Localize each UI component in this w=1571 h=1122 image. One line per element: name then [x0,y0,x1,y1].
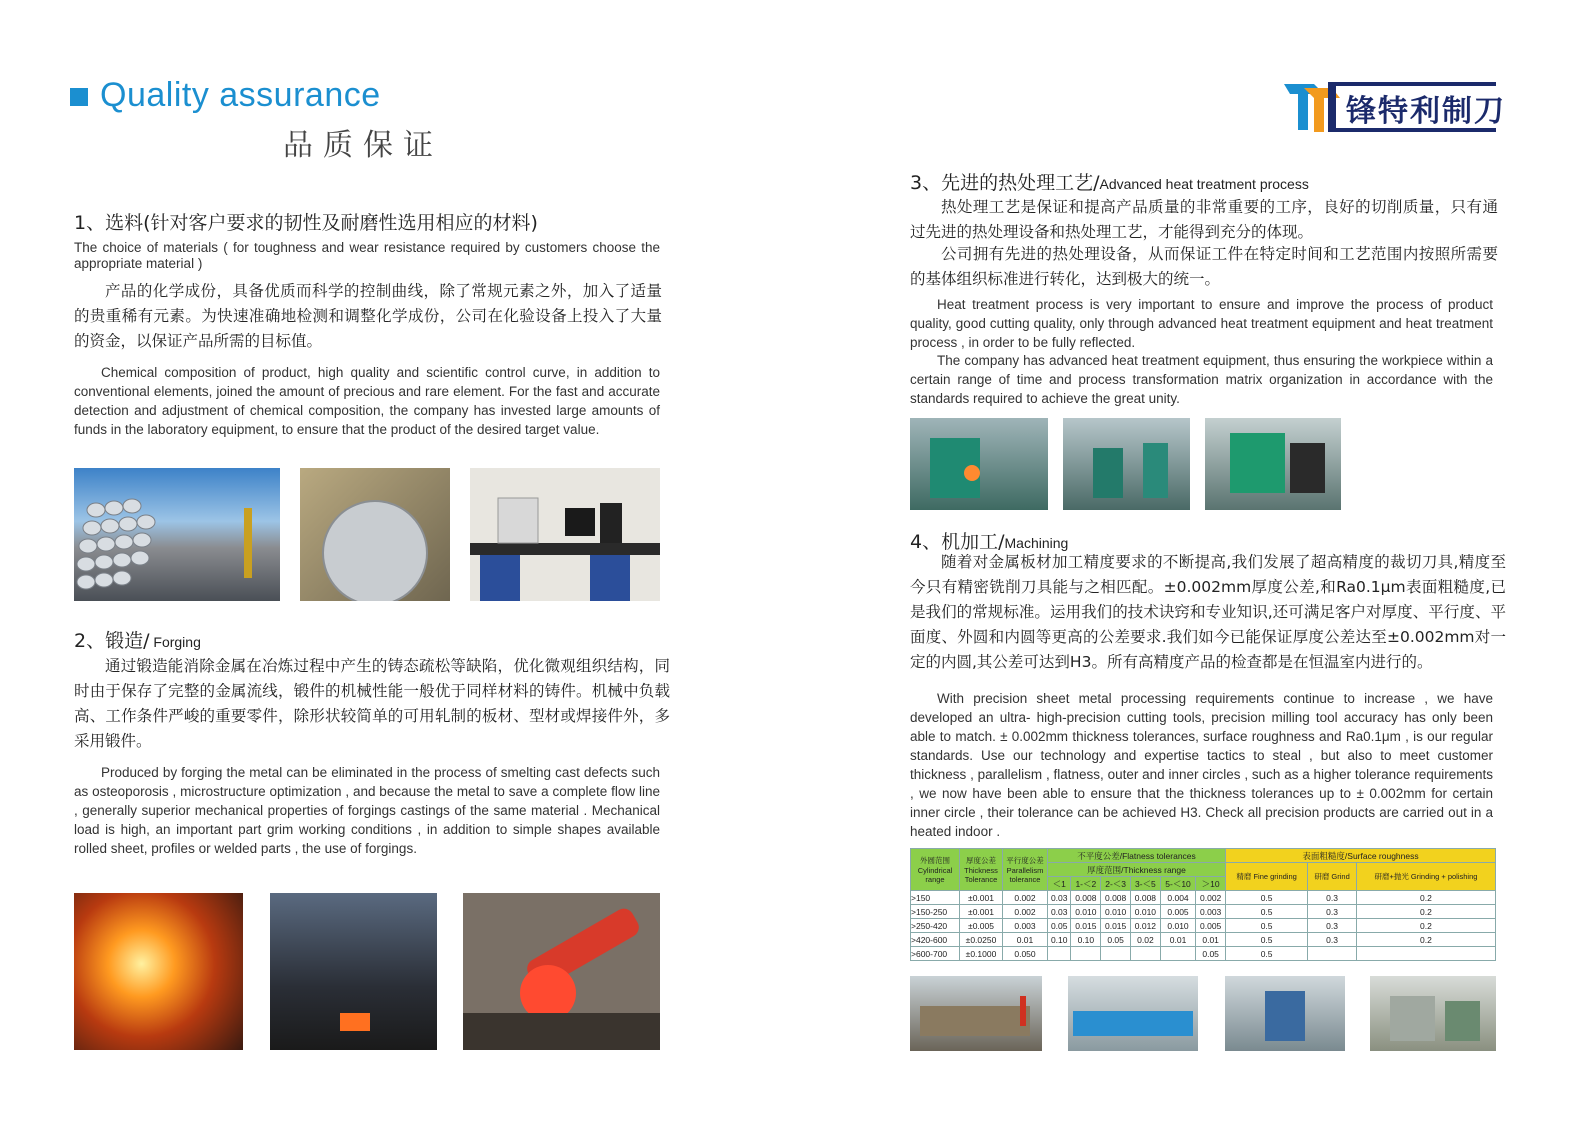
table-cell: 0.010 [1131,905,1161,919]
table-cell: >600-700 [911,947,960,961]
table-cell: >250-420 [911,919,960,933]
table-range-cell: 5-＜10 [1160,877,1195,891]
table-cell: >420-600 [911,933,960,947]
section3-heading-cn: 3、先进的热处理工艺/ [910,172,1100,194]
table-cell: 0.03 [1048,891,1071,905]
section3-heading [910,168,1309,195]
machining-photo-2 [1068,976,1198,1051]
table-range-cell: 2-＜3 [1101,877,1131,891]
forging-workers-photo [270,893,437,1050]
table-cell [1048,947,1071,961]
table-cell: 0.015 [1101,919,1131,933]
section3-heading-en: Advanced heat treatment process [1099,176,1309,192]
table-cell: 0.008 [1101,891,1131,905]
table-header-fine-grinding: 精磨 Fine grinding [1226,863,1308,891]
section4-heading-cn: 4、机加工/ [910,531,1005,553]
table-cell: ±0.005 [960,919,1003,933]
table-cell: 0.5 [1226,919,1308,933]
logo-text: 锋特利制刀 [1346,94,1506,129]
table-row [911,891,1496,905]
table-header-thickness: 厚度公差 Thickness Tolerance [960,849,1003,891]
table-cell [1101,947,1131,961]
table-cell [1308,947,1357,961]
section2-heading-en: Forging [149,634,201,650]
table-cell: 0.5 [1226,947,1308,961]
table-cell: 0.004 [1160,891,1195,905]
table-cell [1071,947,1101,961]
table-row [911,905,1496,919]
table-cell: 0.008 [1131,891,1161,905]
table-cell: 0.05 [1048,919,1071,933]
table-cell: 0.005 [1160,905,1195,919]
table-cell: 0.01 [1003,933,1048,947]
table-cell: 0.005 [1196,919,1226,933]
page-title-cn: 品质保证 [283,128,443,163]
table-cell: 0.2 [1356,905,1495,919]
forged-part-photo [463,893,660,1050]
page-title-en: Quality assurance [100,76,381,114]
section1-cn-text: 产品的化学成份，具备优质而科学的控制曲线，除了常规元素之外，加入了适量的贵重稀有元素。为快速准确地检测和调整化学成份，公司在化验设备上投入了大量的资金，以保证产品所需的目标值。 [74,282,662,350]
table-range-cell: 1-＜2 [1071,877,1101,891]
tolerance-table-body [911,891,1496,961]
table-cell: 0.03 [1048,905,1071,919]
table-cell: 0.010 [1160,919,1195,933]
title-marker [70,88,88,106]
table-header-parallelism: 平行度公差 Parallelism tolerance [1003,849,1048,891]
heat-treatment-photo-3 [1205,418,1341,510]
table-cell: 0.05 [1101,933,1131,947]
machining-photo-1 [910,976,1042,1051]
table-row [911,933,1496,947]
table-cell: 0.010 [1101,905,1131,919]
table-cell: 0.10 [1071,933,1101,947]
section1-subheading: The choice of materials ( for toughness and wear resistance required by customers choose the appropriate material ) [74,240,660,271]
table-cell: 0.015 [1071,919,1101,933]
section2-cn-text: 通过锻造能消除金属在冶炼过程中产生的铸态疏松等缺陷，优化微观组织结构，同时由于保存了完整的金属流线，锻件的机械性能一般优于同样材料的铸件。机械中负载高、工作条件严峻的重要零件，除形状较简单的可用轧制的板材、型材或焊接件外，多采用锻件。 [74,657,670,750]
table-header-grinding-polishing: 研磨+抛光 Grinding + polishing [1356,863,1495,891]
section1-heading: 1、选料(针对客户要求的韧性及耐磨性选用相应的材料) [74,212,538,234]
table-cell: 0.02 [1131,933,1161,947]
section4-en-text: With precision sheet metal processing requirements continue to increase , we have developed an ultra- high-precision cutting tools, precision milling tool accuracy has only been able to match. ± 0.002mm thickness tolerances, surface roughness and Ra0.1μm , is our regular standards. Use our technology and expertise tactics to steal , but also to meet customer thickness , parallelism , flatness, outer and inner circles , such as a higher tolerance requirements , we now have been able to ensure that the thickness tolerances up to ± 0.002mm for certain inner circle , their tolerance can be achieved H3. Check all precision products are carried out in a heated indoor . [910,691,1493,839]
table-cell: 0.008 [1071,891,1101,905]
section1-en-text: Chemical composition of product, high quality and scientific control curve, in addition to conventional elements, joined the amount of precious and rare element. For the fast and accurate detection and adjustment of chemical composition, the company has invested large amounts of funds in the laboratory equipment, to ensure that the product of the desired target value. [74,365,660,437]
table-cell [1356,947,1495,961]
table-cell: 0.2 [1356,933,1495,947]
table-cell: 0.003 [1003,919,1048,933]
table-cell: ±0.001 [960,891,1003,905]
table-cell: 0.003 [1196,905,1226,919]
machining-photo-3 [1225,976,1345,1051]
table-cell: 0.01 [1160,933,1195,947]
table-cell: ±0.0250 [960,933,1003,947]
table-cell: 0.05 [1196,947,1226,961]
table-cell: 0.2 [1356,891,1495,905]
table-range-cell: ＜1 [1048,877,1071,891]
table-header-cylindrical: 外圆范围 Cylindrical range [911,849,960,891]
section3-en-text1: Heat treatment process is very important to ensure and improve the process of product quality, good cutting quality, only through advanced heat treatment equipment and heat treatment process , in order to be fully reflected. [910,297,1493,350]
table-cell [1131,947,1161,961]
table-cell: 0.3 [1308,919,1357,933]
section3-en-text2: The company has advanced heat treatment equipment, thus ensuring the workpiece within a certain range of time and process transformation matrix organization in accordance with the standards required to achieve the great unity. [910,353,1493,406]
table-cell: 0.002 [1003,905,1048,919]
machining-photo-4 [1370,976,1496,1051]
section4-heading-en: Machining [1004,535,1069,551]
tolerance-table [910,848,1496,961]
table-header-flatness: 不平度公差/Flatness tolerances [1048,849,1226,863]
table-cell: ±0.001 [960,905,1003,919]
table-cell: ±0.1000 [960,947,1003,961]
hot-forging-photo [74,893,243,1050]
round-billet-photo [300,468,450,601]
table-cell: 0.010 [1071,905,1101,919]
table-cell: 0.002 [1003,891,1048,905]
table-cell: >150 [911,891,960,905]
section4-cn-text: 随着对金属板材加工精度要求的不断提高,我们发展了超高精度的裁切刀具,精度至今只有精密铣削刀具能与之相匹配。±0.002mm厚度公差,和Ra0.1μm表面粗糙度,已是我们的常规标准。运用我们的技术诀窍和专业知识,还可满足客户对厚度、平行度、平面度、外圆和内圆等更高的公差要求.我们如今已能保证厚度公差达至±0.002mm对一定的内圆,其公差可达到H3。所有高精度产品的检查都是在恒温室内进行的。 [910,553,1506,671]
table-header-thickness-range: 厚度范围/Thickness range [1048,863,1226,877]
table-cell: >150-250 [911,905,960,919]
table-cell: 0.01 [1196,933,1226,947]
section2-en-text: Produced by forging the metal can be eliminated in the process of smelting cast defects such as osteoporosis , microstructure optimization , and because the metal to save a complete flow line , generally superior mechanical properties of forgings castings of the same material . Mechanical load is high, an important part grim working conditions , in addition to simple shapes available rolled sheet, profiles or welded parts , the use of forgings. [74,765,660,856]
table-cell [1160,947,1195,961]
table-range-cell: 3-＜5 [1131,877,1161,891]
heat-treatment-photo-1 [910,418,1048,510]
table-cell: 0.5 [1226,933,1308,947]
table-cell: 0.3 [1308,933,1357,947]
table-cell: 0.5 [1226,905,1308,919]
table-cell: 0.2 [1356,919,1495,933]
section2-heading [74,626,201,653]
section3-cn-text1: 热处理工艺是保证和提高产品质量的非常重要的工序，良好的切削质量，只有通过先进的热处理设备和热处理工艺，才能得到充分的体现。 [910,198,1498,241]
table-cell: 0.3 [1308,905,1357,919]
table-cell: 0.002 [1196,891,1226,905]
table-row [911,947,1496,961]
table-cell: 0.10 [1048,933,1071,947]
table-cell: 0.050 [1003,947,1048,961]
table-cell: 0.012 [1131,919,1161,933]
section2-heading-cn: 2、锻造/ [74,630,150,652]
steel-bars-photo [74,468,280,601]
table-cell: 0.5 [1226,891,1308,905]
table-header-grind: 研磨 Grind [1308,863,1357,891]
table-header-roughness: 表面粗糙度/Surface roughness [1226,849,1496,863]
table-row [911,919,1496,933]
table-cell: 0.3 [1308,891,1357,905]
section3-cn-text2: 公司拥有先进的热处理设备，从而保证工件在特定时间和工艺范围内按照所需要的基体组织标准进行转化，达到极大的统一。 [910,245,1498,288]
table-range-cell: ＞10 [1196,877,1226,891]
lab-equipment-photo [470,468,660,601]
heat-treatment-photo-2 [1063,418,1190,510]
